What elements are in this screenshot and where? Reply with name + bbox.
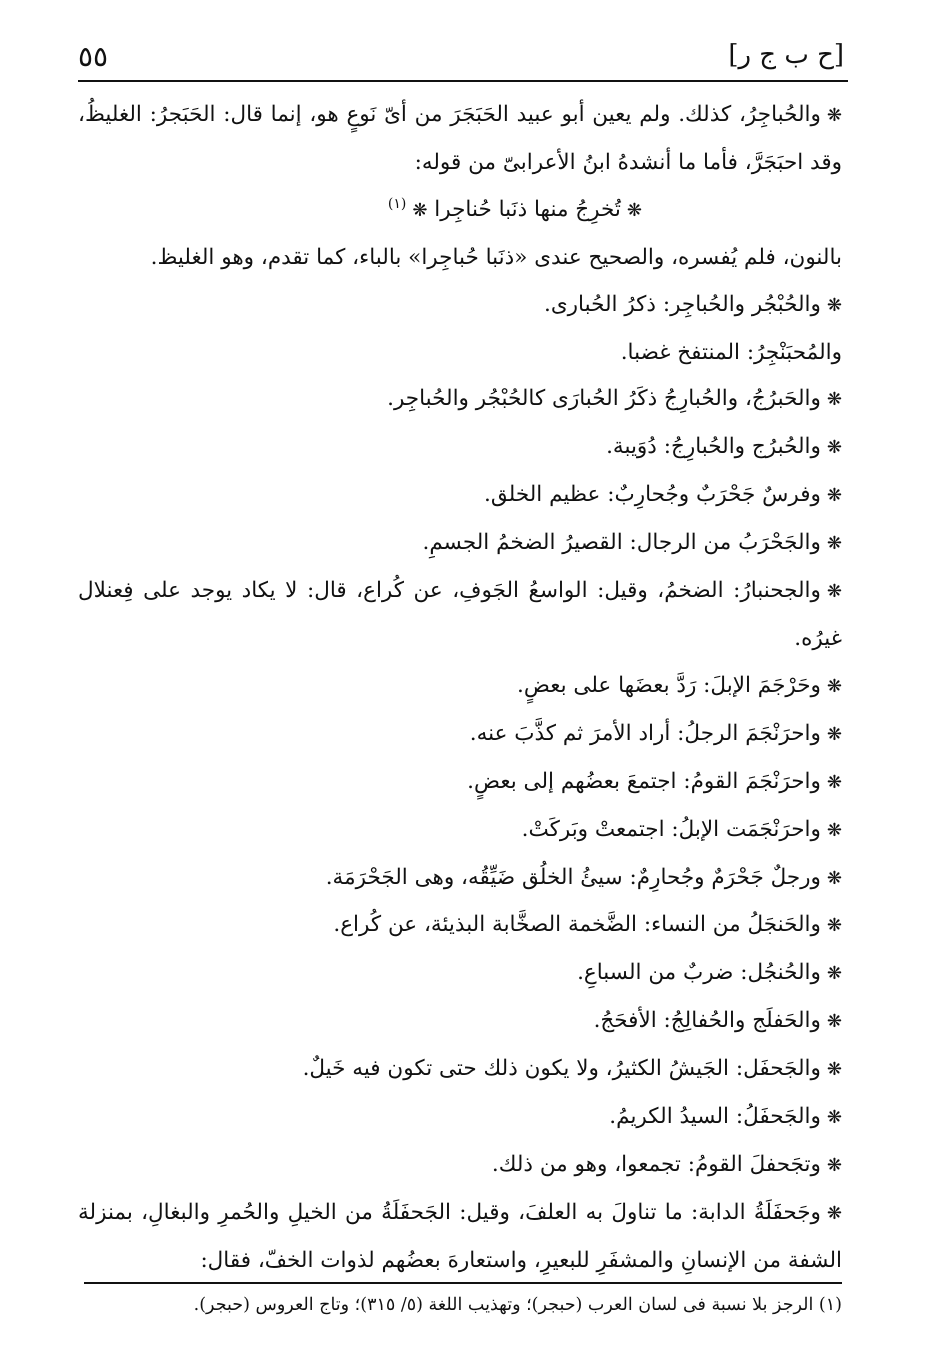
entry-10: ❋والجحنبارُ: الضخمُ، وقيل: الواسعُ الجَوفِ، عن كُراع، قال: لا يكاد يوجد على فِعنلال غيرُه. xyxy=(78,578,842,651)
entry-4: ❋والحُبْجُر والحُباجِر: ذكرُ الحُبارى. xyxy=(544,291,842,317)
footnote: (١) الرجز بلا نسبة فى لسان العرب (حبجر)؛ وتهذيب اللغة (٥/ ٣١٥)؛ وتاج العروس (حبجر). xyxy=(193,1295,842,1315)
star-icon: ❋ xyxy=(826,105,842,126)
star-icon: ❋ xyxy=(826,723,842,745)
star-icon: ❋ xyxy=(826,294,842,316)
star-icon: ❋ xyxy=(826,1011,842,1033)
star-icon: ❋ xyxy=(826,963,842,985)
running-head xyxy=(78,40,844,74)
root-letters-heading: [ح ب ج ر] xyxy=(728,40,844,70)
entry-1: ❋والحُباجِرُ، كذلك. ولم يعين أبو عبيد الحَبَجَرَ من أىّ نَوعٍ هو، إنما قال: الحَبَجرُ: الغليظُ، وقد احبَجَرَّ، فأما ما أنشدهُ ابنُ الأعرابىّ من قوله: xyxy=(78,102,842,175)
entry-8: ❋وفرسٌ جَحْرَبٌ وجُحارِبٌ: عظيم الخلق. xyxy=(484,482,842,508)
entry-18: ❋والحَفلَج والحُفالِجُ: الأفحَجُ. xyxy=(593,1008,842,1034)
entry-12: ❋واحرَنْجَمَ الرجلُ: أراد الأمرَ ثم كذَّبَ عنه. xyxy=(469,720,842,746)
entry-7: ❋والحُبرُج والحُبارِجُ: دُوَيبة. xyxy=(606,434,842,460)
footnote-marker: (١) xyxy=(387,195,407,212)
entry-13: ❋واحرَنْجَمَ القومُ: اجتمعَ بعضُهم إلى بعضٍ. xyxy=(467,768,842,794)
star-icon: ❋ xyxy=(412,199,428,221)
entry-17: ❋والحُنجُل: ضربٌ من السباعِ. xyxy=(577,960,842,986)
entry-16: ❋والحَنجَلُ من النساء: الضَّخمة الصخَّابة البذيئة، عن كُراع. xyxy=(333,912,842,938)
entry-19: ❋والجَحفَل: الجَيشُ الكثيرُ، ولا يكون ذلك حتى تكون فيه خَيلٌ. xyxy=(302,1056,842,1082)
entry-3: بالنون، فلم يُفسره، والصحيح عندى «ذنَبا حُباجِرا» بالباء، كما تقدم، وهو الغليظ. xyxy=(150,244,842,270)
star-icon: ❋ xyxy=(826,389,842,411)
star-icon: ❋ xyxy=(826,915,842,937)
star-icon: ❋ xyxy=(826,819,842,841)
star-icon: ❋ xyxy=(826,1202,842,1224)
page-number: ٥٥ xyxy=(78,40,109,73)
star-icon: ❋ xyxy=(826,437,842,459)
star-icon: ❋ xyxy=(826,1059,842,1081)
entry-22: ❋وجَحفَلَةُ الدابة: ما تناولَ به العلفَ، وقيل: الجَحفَلَةُ من الخيلِ والحُمرِ والبغالِ، بمنزلة الشفة من الإنسانِ والمشفَرِ للبعيرِ، واستعارهَ بعضُهم لذوات الخفّ، فقال: xyxy=(78,1199,842,1273)
body-text xyxy=(78,92,842,1285)
star-icon: ❋ xyxy=(826,867,842,889)
star-icon: ❋ xyxy=(826,1154,842,1176)
entry-15: ❋ورجلٌ جَحْرَمٌ وجُحارِمٌ: سيئُ الخلُق ضَيِّقُه، وهى الجَحْرَمَة. xyxy=(325,864,842,890)
star-icon: ❋ xyxy=(826,581,842,603)
header-rule xyxy=(78,80,848,82)
entry-9: ❋والجَحْرَبُ من الرجال: القصيرُ الضخمُ الجسمِ. xyxy=(422,530,842,556)
entry-14: ❋واحرَنْجَمَت الإبلُ: اجتمعتْ وبَركَتْ. xyxy=(521,816,842,842)
entry-5: والمُحبَنْجِرُ: المنتفخ غضبا. xyxy=(620,339,842,365)
entry-20: ❋والجَحفَلُ: السيدُ الكريمُ. xyxy=(609,1104,842,1130)
verse-line: ❋تُخرِجُ منها ذنَبا حُناجِرا ❋$^{(١)}$ xyxy=(387,195,642,222)
star-icon: ❋ xyxy=(826,771,842,793)
entry-21: ❋وتجَحفلَ القومُ: تجمعوا، وهو من ذلك. xyxy=(491,1151,842,1177)
star-icon: ❋ xyxy=(826,533,842,555)
star-icon: ❋ xyxy=(826,1107,842,1129)
entry-6: ❋والحَبرُجُ، والحُبارِجُ ذكَرُ الحُبارَى كالحُبْجُر والحُباجِر. xyxy=(387,386,842,412)
star-icon: ❋ xyxy=(626,199,642,221)
star-icon: ❋ xyxy=(826,675,842,697)
star-icon: ❋ xyxy=(826,485,842,507)
footnote-rule xyxy=(84,1282,842,1284)
entry-11: ❋وحَرْجَمَ الإبلَ: رَدَّ بعضَها على بعضٍ. xyxy=(517,672,842,698)
